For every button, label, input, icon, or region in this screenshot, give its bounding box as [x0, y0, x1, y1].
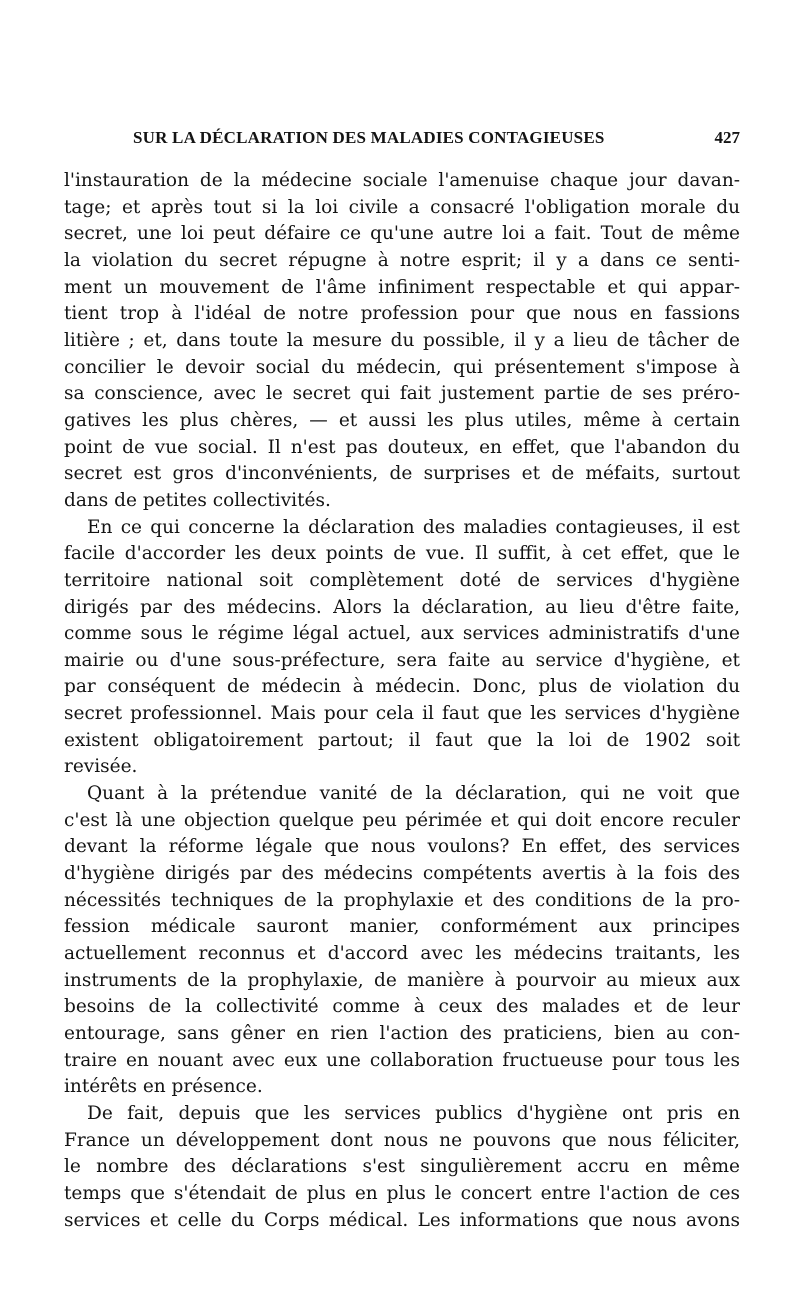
body-text: [64, 168, 740, 1234]
text-line: revisée.: [64, 756, 138, 778]
paragraph-first-line: En ce qui concerne la déclaration des maladies contagieuses, il est: [87, 516, 740, 538]
paragraph-first-line: De fait, depuis que les services publics d'hygiène ont pris en: [87, 1102, 740, 1124]
text-line: devant la réforme légale que nous voulons? En effet, des services: [64, 836, 740, 858]
text-line: secret, une loi peut défaire ce qu'une autre loi a fait. Tout de même: [64, 223, 740, 245]
text-line: besoins de la collectivité comme à ceux des malades et de leur: [64, 996, 740, 1018]
text-line: temps que s'étendait de plus en plus le concert entre l'action de ces: [64, 1182, 740, 1204]
text-line: ment un mouvement de l'âme infiniment respectable et qui appar-: [64, 276, 740, 298]
text-line: actuellement reconnus et d'accord avec les médecins traitants, les: [64, 943, 740, 965]
text-line: par conséquent de médecin à médecin. Donc, plus de violation du: [64, 676, 740, 698]
text-line: secret professionnel. Mais pour cela il faut que les services d'hygiène: [64, 703, 740, 725]
text-line: gatives les plus chères, — et aussi les plus utiles, même à certain: [64, 409, 740, 431]
text-line: nécessités techniques de la prophylaxie et des conditions de la pro-: [64, 889, 740, 911]
text-line: dans de petites collectivités.: [64, 489, 331, 511]
text-line: France un développement dont nous ne pouvons que nous féliciter,: [64, 1129, 740, 1151]
text-line: tient trop à l'idéal de notre profession pour que nous en fassions: [64, 303, 740, 325]
text-line: facile d'accorder les deux points de vue. Il suffit, à cet effet, que le: [64, 543, 740, 565]
running-title: SUR LA DÉCLARATION DES MALADIES CONTAGIEUSES: [133, 128, 605, 147]
text-line: dirigés par des médecins. Alors la déclaration, au lieu d'être faite,: [64, 596, 740, 618]
text-line: point de vue social. Il n'est pas douteux, en effet, que l'abandon du: [64, 436, 740, 458]
text-line: existent obligatoirement partout; il faut que la loi de 1902 soit: [64, 729, 740, 751]
text-line: la violation du secret répugne à notre esprit; il y a dans ce senti-: [64, 249, 740, 271]
text-line: services et celle du Corps médical. Les informations que nous avons: [64, 1209, 740, 1231]
paragraph-first-line: Quant à la prétendue vanité de la déclaration, qui ne voit que: [87, 783, 740, 805]
text-line: d'hygiène dirigés par des médecins compétents avertis à la fois des: [64, 863, 740, 885]
text-line: le nombre des déclarations s'est singulièrement accru en même: [64, 1156, 740, 1178]
text-line: secret est gros d'inconvénients, de surprises et de méfaits, surtout: [64, 463, 740, 485]
text-line: intérêts en présence.: [64, 1076, 263, 1098]
text-line: l'instauration de la médecine sociale l'amenuise chaque jour davan-: [64, 170, 740, 191]
running-head: [133, 128, 740, 152]
text-line: concilier le devoir social du médecin, qui présentement s'impose à: [64, 356, 740, 378]
text-line: c'est là une objection quelque peu périmée et qui doit encore reculer: [64, 809, 740, 831]
page-number: 427: [714, 128, 740, 147]
text-line: comme sous le régime légal actuel, aux services administratifs d'une: [64, 623, 740, 645]
text-line: tage; et après tout si la loi civile a consacré l'obligation morale du: [64, 196, 740, 218]
text-line: fession médicale sauront manier, conformément aux principes: [64, 916, 740, 938]
text-line: territoire national soit complètement doté de services d'hygiène: [64, 569, 740, 591]
text-line: traire en nouant avec eux une collaboration fructueuse pour tous les: [64, 1049, 740, 1071]
text-line: sa conscience, avec le secret qui fait justement partie de ses préro-: [64, 383, 740, 405]
text-line: entourage, sans gêner en rien l'action des praticiens, bien au con-: [64, 1023, 740, 1044]
text-line: litière ; et, dans toute la mesure du possible, il y a lieu de tâcher de: [64, 329, 740, 351]
text-line: instruments de la prophylaxie, de manière à pourvoir au mieux aux: [64, 969, 740, 991]
text-line: mairie ou d'une sous-préfecture, sera faite au service d'hygiène, et: [64, 649, 740, 671]
